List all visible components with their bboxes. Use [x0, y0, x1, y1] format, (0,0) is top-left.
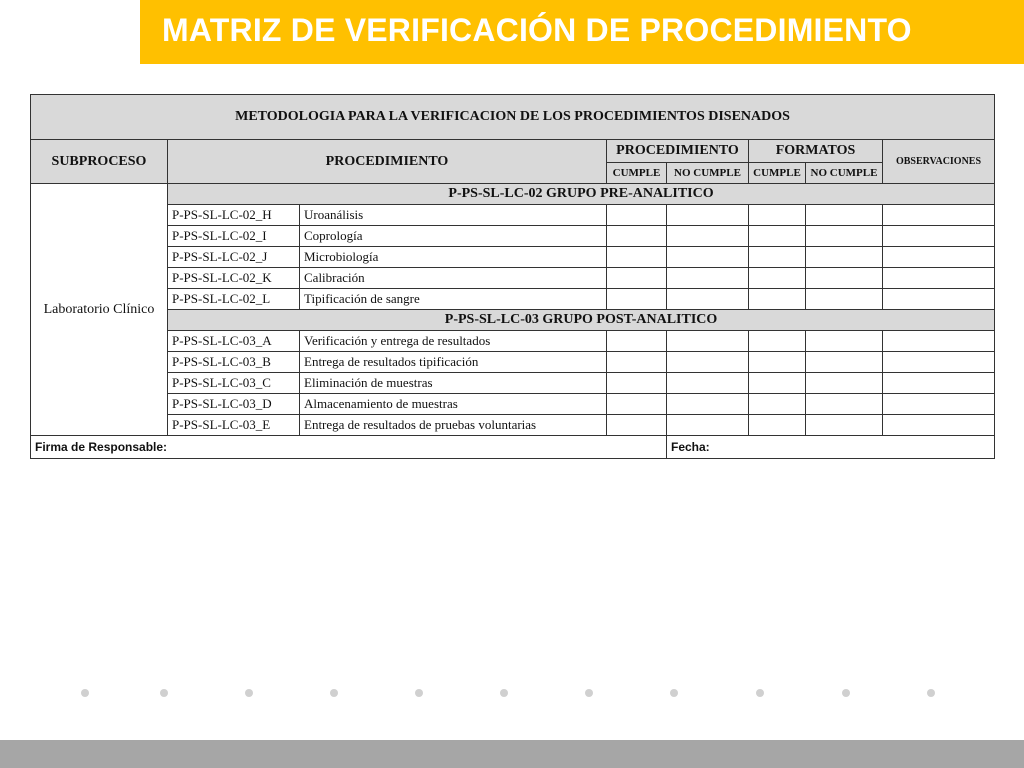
table-row — [31, 205, 995, 226]
dot-shape — [842, 689, 850, 697]
decorative-dots — [0, 686, 1024, 700]
dot-shape — [670, 689, 678, 697]
procedure-name: Uroanálisis — [300, 205, 607, 226]
formatos-cumple-header: CUMPLE — [749, 163, 806, 184]
dot-shape — [330, 689, 338, 697]
procedimiento-no-cumple-header: NO CUMPLE — [667, 163, 749, 184]
table-row — [31, 373, 995, 394]
verification-matrix — [30, 94, 995, 459]
group-title: P-PS-SL-LC-03 GRUPO POST-ANALITICO — [168, 310, 995, 331]
procedimiento-no-cumple-cell[interactable] — [667, 247, 749, 268]
procedure-code: P-PS-SL-LC-03_E — [168, 415, 300, 436]
subproceso-header: SUBPROCESO — [31, 140, 168, 184]
dot-shape — [415, 689, 423, 697]
procedure-code: P-PS-SL-LC-02_J — [168, 247, 300, 268]
table-row — [31, 247, 995, 268]
procedure-name: Almacenamiento de muestras — [300, 394, 607, 415]
observaciones-cell[interactable] — [883, 415, 995, 436]
formatos-no-cumple-cell[interactable] — [806, 331, 883, 352]
group-title: P-PS-SL-LC-02 GRUPO PRE-ANALITICO — [168, 184, 995, 205]
procedimiento-check-header: PROCEDIMIENTO — [607, 140, 749, 163]
observaciones-cell[interactable] — [883, 226, 995, 247]
procedimiento-cumple-cell[interactable] — [607, 415, 667, 436]
procedimiento-no-cumple-cell[interactable] — [667, 289, 749, 310]
procedimiento-no-cumple-cell[interactable] — [667, 373, 749, 394]
procedure-name: Entrega de resultados de pruebas voluntarias — [300, 415, 607, 436]
procedure-code: P-PS-SL-LC-02_K — [168, 268, 300, 289]
formatos-no-cumple-cell[interactable] — [806, 205, 883, 226]
formatos-no-cumple-cell[interactable] — [806, 268, 883, 289]
formatos-no-cumple-header: NO CUMPLE — [806, 163, 883, 184]
table-row — [31, 394, 995, 415]
dot-shape — [756, 689, 764, 697]
procedimiento-cumple-cell[interactable] — [607, 247, 667, 268]
procedure-code: P-PS-SL-LC-03_C — [168, 373, 300, 394]
formatos-cumple-cell[interactable] — [749, 289, 806, 310]
formatos-cumple-cell[interactable] — [749, 226, 806, 247]
dot-shape — [160, 689, 168, 697]
procedimiento-no-cumple-cell[interactable] — [667, 331, 749, 352]
formatos-cumple-cell[interactable] — [749, 247, 806, 268]
dot-shape — [500, 689, 508, 697]
procedure-code: P-PS-SL-LC-03_A — [168, 331, 300, 352]
procedure-name: Eliminación de muestras — [300, 373, 607, 394]
formatos-no-cumple-cell[interactable] — [806, 226, 883, 247]
procedimiento-cumple-cell[interactable] — [607, 373, 667, 394]
table-row — [31, 331, 995, 352]
formatos-no-cumple-cell[interactable] — [806, 289, 883, 310]
title-banner — [140, 0, 1024, 64]
procedure-code: P-PS-SL-LC-03_B — [168, 352, 300, 373]
observaciones-cell[interactable] — [883, 247, 995, 268]
procedimiento-no-cumple-cell[interactable] — [667, 226, 749, 247]
table-row — [31, 289, 995, 310]
procedimiento-cumple-cell[interactable] — [607, 268, 667, 289]
footer-bar — [0, 740, 1024, 768]
observaciones-header: OBSERVACIONES — [883, 140, 995, 184]
formatos-cumple-cell[interactable] — [749, 373, 806, 394]
observaciones-cell[interactable] — [883, 205, 995, 226]
procedure-name: Tipificación de sangre — [300, 289, 607, 310]
table-row — [31, 352, 995, 373]
formatos-cumple-cell[interactable] — [749, 205, 806, 226]
procedure-code: P-PS-SL-LC-02_I — [168, 226, 300, 247]
formatos-no-cumple-cell[interactable] — [806, 394, 883, 415]
formatos-cumple-cell[interactable] — [749, 415, 806, 436]
procedimiento-cumple-cell[interactable] — [607, 394, 667, 415]
table-row — [31, 415, 995, 436]
formatos-no-cumple-cell[interactable] — [806, 352, 883, 373]
subproceso-cell: Laboratorio Clínico — [31, 184, 168, 436]
formatos-no-cumple-cell[interactable] — [806, 415, 883, 436]
procedimiento-cumple-cell[interactable] — [607, 352, 667, 373]
procedimiento-header: PROCEDIMIENTO — [168, 140, 607, 184]
dot-shape — [585, 689, 593, 697]
procedure-name: Coprología — [300, 226, 607, 247]
procedimiento-cumple-cell[interactable] — [607, 226, 667, 247]
firma-responsable-field[interactable]: Firma de Responsable: — [31, 436, 667, 459]
formatos-cumple-cell[interactable] — [749, 331, 806, 352]
slide-title: MATRIZ DE VERIFICACIÓN DE PROCEDIMIENTO — [162, 12, 912, 48]
procedimiento-cumple-cell[interactable] — [607, 331, 667, 352]
table-row — [31, 268, 995, 289]
procedure-code: P-PS-SL-LC-03_D — [168, 394, 300, 415]
dot-shape — [245, 689, 253, 697]
observaciones-cell[interactable] — [883, 352, 995, 373]
procedimiento-no-cumple-cell[interactable] — [667, 352, 749, 373]
procedimiento-no-cumple-cell[interactable] — [667, 394, 749, 415]
formatos-cumple-cell[interactable] — [749, 352, 806, 373]
procedure-name: Calibración — [300, 268, 607, 289]
formatos-header: FORMATOS — [749, 140, 883, 163]
formatos-cumple-cell[interactable] — [749, 394, 806, 415]
procedure-code: P-PS-SL-LC-02_L — [168, 289, 300, 310]
observaciones-cell[interactable] — [883, 331, 995, 352]
observaciones-cell[interactable] — [883, 373, 995, 394]
observaciones-cell[interactable] — [883, 394, 995, 415]
formatos-no-cumple-cell[interactable] — [806, 373, 883, 394]
observaciones-cell[interactable] — [883, 268, 995, 289]
procedure-name: Microbiología — [300, 247, 607, 268]
procedimiento-cumple-cell[interactable] — [607, 289, 667, 310]
procedimiento-cumple-cell[interactable] — [607, 205, 667, 226]
procedure-name: Entrega de resultados tipificación — [300, 352, 607, 373]
procedure-code: P-PS-SL-LC-02_H — [168, 205, 300, 226]
formatos-cumple-cell[interactable] — [749, 268, 806, 289]
procedimiento-no-cumple-cell[interactable] — [667, 415, 749, 436]
procedimiento-no-cumple-cell[interactable] — [667, 268, 749, 289]
procedure-name: Verificación y entrega de resultados — [300, 331, 607, 352]
procedimiento-no-cumple-cell[interactable] — [667, 205, 749, 226]
table-title: METODOLOGIA PARA LA VERIFICACION DE LOS PROCEDIMIENTOS DISENADOS — [31, 95, 995, 140]
table-row — [31, 226, 995, 247]
dot-shape — [927, 689, 935, 697]
formatos-no-cumple-cell[interactable] — [806, 247, 883, 268]
observaciones-cell[interactable] — [883, 289, 995, 310]
fecha-field[interactable]: Fecha: — [667, 436, 995, 459]
dot-shape — [81, 689, 89, 697]
procedimiento-cumple-header: CUMPLE — [607, 163, 667, 184]
